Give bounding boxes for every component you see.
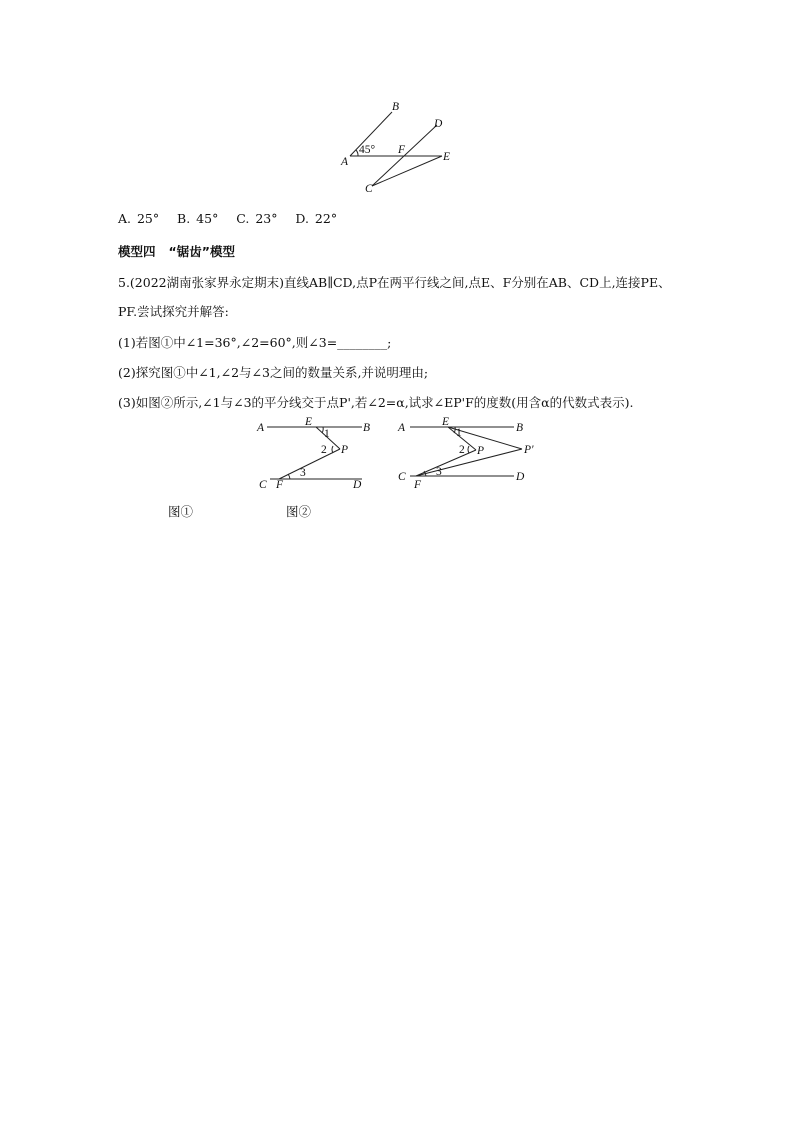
q5-part3: (3)如图②所示,∠1与∠3的平分线交于点P',若∠2=α,试求∠EP'F的度数(用含α的代数式表示). — [118, 395, 634, 410]
angle-3: 3 — [436, 466, 442, 478]
angle-1: 1 — [324, 428, 330, 440]
angle-2: 2 — [321, 444, 327, 456]
label-E: E — [443, 151, 451, 163]
label-C: C — [398, 471, 406, 483]
angle-1: 1 — [456, 427, 462, 439]
answer-choices: A. 25° B. 45° C. 23° D. 22° — [118, 211, 338, 226]
label-E: E — [442, 416, 450, 428]
label-C: C — [365, 183, 373, 195]
label-P-prime: P' — [524, 444, 534, 456]
label-B: B — [392, 101, 400, 113]
label-P: P — [341, 444, 349, 456]
q5-stem-line1: 5.(2022湖南张家界永定期末)直线AB∥CD,点P在两平行线之间,点E、F分别在AB、CD上,连接PE、 — [118, 275, 671, 290]
label-A: A — [257, 422, 265, 434]
angle-2: 2 — [459, 444, 465, 456]
figure-2-caption: 图② — [286, 504, 312, 519]
q5-part2: (2)探究图①中∠1,∠2与∠3之间的数量关系,并说明理由; — [118, 365, 429, 380]
figure-1-caption: 图① — [168, 504, 194, 519]
figure-1 — [250, 412, 380, 492]
section-title: 模型四 “锯齿”模型 — [118, 244, 235, 259]
figure-top — [330, 95, 470, 200]
label-D: D — [434, 118, 443, 130]
q5-part1: (1)若图①中∠1=36°,∠2=60°,则∠3=________; — [118, 335, 392, 350]
q5-stem-line2: PF.尝试探究并解答: — [118, 304, 229, 319]
label-D: D — [516, 471, 525, 483]
angle-3: 3 — [300, 467, 306, 479]
label-P: P — [477, 445, 485, 457]
label-E: E — [305, 416, 313, 428]
label-A: A — [341, 156, 349, 168]
label-F: F — [276, 479, 284, 491]
label-A: A — [398, 422, 406, 434]
label-B: B — [363, 422, 371, 434]
angle-45: 45° — [359, 144, 376, 156]
label-F: F — [398, 144, 406, 156]
label-D: D — [353, 479, 362, 491]
figure-2 — [392, 412, 552, 492]
label-F: F — [414, 479, 422, 491]
label-B: B — [516, 422, 524, 434]
label-C: C — [259, 479, 267, 491]
